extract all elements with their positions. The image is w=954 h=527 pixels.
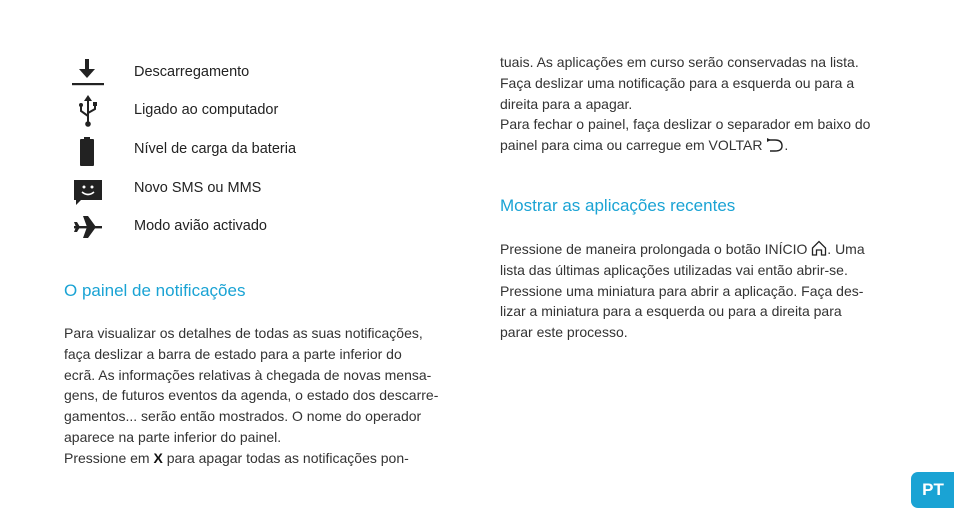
text-line: Para fechar o painel, faça deslizar o separador em baixo do xyxy=(500,116,871,133)
text-line: Faça deslizar uma notificação para a esquerda ou para a xyxy=(500,74,855,91)
legend-row-battery xyxy=(64,133,464,169)
legend-label: Novo SMS ou MMS xyxy=(134,180,262,196)
legend-label: Ligado ao computador xyxy=(134,102,279,118)
section-heading-notifications: O painel de notificações xyxy=(64,281,246,300)
battery-icon xyxy=(64,133,112,169)
legend-label: Nível de carga da bateria xyxy=(134,141,297,157)
legend-row-message xyxy=(64,172,464,208)
text-line: direita para a apagar. xyxy=(500,95,633,112)
text-line: Pressione uma miniatura para abrir a aplicação. Faça des- xyxy=(500,282,864,299)
text-line: faça deslizar a barra de estado para a parte inferior do xyxy=(64,345,402,362)
language-badge: PT xyxy=(911,472,954,508)
text-fragment: . Uma xyxy=(827,241,865,257)
text-fragment: Pressione de maneira prolongada o botão INÍCIO xyxy=(500,241,812,257)
download-icon xyxy=(64,56,112,92)
back-icon xyxy=(766,138,784,152)
text-line: Para visualizar os detalhes de todas as suas notificações, xyxy=(64,325,423,341)
legend-label: Descarregamento xyxy=(134,64,250,80)
continuation-paragraph xyxy=(500,52,900,156)
message-icon xyxy=(64,172,112,208)
text-line: tuais. As aplicações em curso serão conservadas na lista. xyxy=(500,54,859,70)
text-line: aparece na parte inferior do painel. xyxy=(64,428,282,445)
text-line xyxy=(500,135,900,156)
right-column xyxy=(500,52,900,341)
legend-row-usb xyxy=(64,94,464,130)
home-icon xyxy=(811,240,827,256)
legend-label: Modo avião activado xyxy=(134,218,267,234)
text-fragment: para apagar todas as notificações pon- xyxy=(162,449,409,466)
text-fragment: Pressione em xyxy=(64,449,154,466)
text-line: gens, de futuros eventos da agenda, o estado dos descarre- xyxy=(64,387,439,404)
text-line: gamentos... serão então mostrados. O nome do operador xyxy=(64,408,422,425)
text-line: ecrã. As informações relativas à chegada de novas mensa- xyxy=(64,366,432,383)
text-fragment: . xyxy=(784,137,789,154)
text-line: parar este processo. xyxy=(500,324,628,341)
text-fragment: painel para cima ou carregue em VOLTAR xyxy=(500,137,767,154)
airplane-icon xyxy=(64,210,112,246)
usb-icon xyxy=(64,94,112,130)
clear-x-key: X xyxy=(153,449,163,466)
section-heading-recent-apps: Mostrar as aplicações recentes xyxy=(500,196,736,215)
recent-apps-paragraph xyxy=(500,239,900,343)
text-line: lizar a miniatura para a esquerda ou para a direita para xyxy=(500,303,842,320)
legend-row-download xyxy=(64,56,464,92)
notifications-paragraph xyxy=(64,323,464,469)
text-line xyxy=(64,448,464,469)
text-line: lista das últimas aplicações utilizadas vai então abrir-se. xyxy=(500,261,848,278)
legend-row-airplane xyxy=(64,210,464,246)
text-line xyxy=(500,239,900,260)
